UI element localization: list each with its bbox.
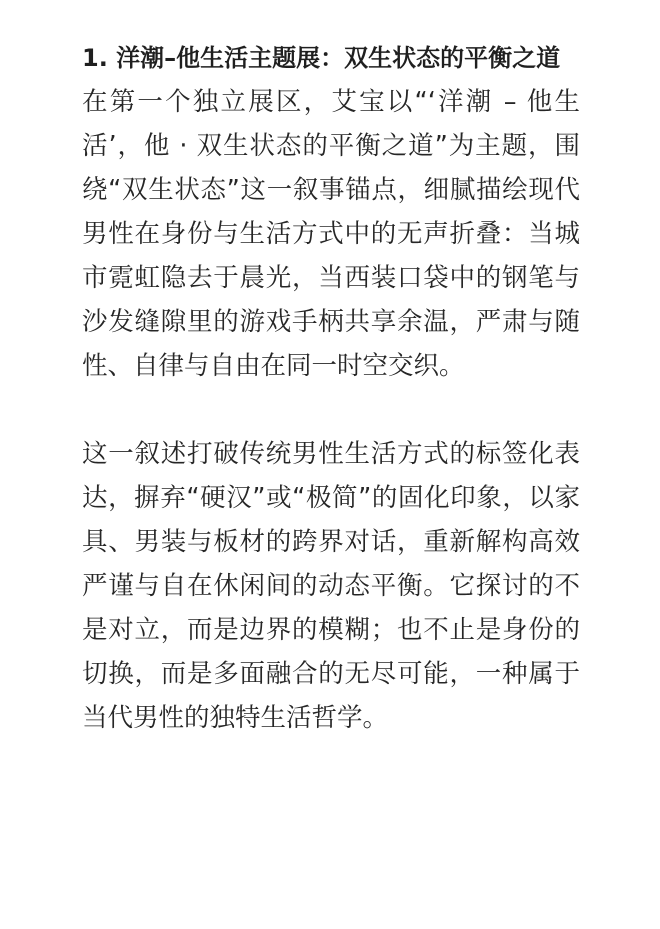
section-heading: 1. 洋潮–他生活主题展：双生状态的平衡之道	[82, 44, 561, 72]
paragraph-1: 在第一个独立展区，艾宝以“‘洋潮 – 他生活’，他 · 双生状态的平衡之道”为主题，围绕“双生状态”这一叙事锚点，细腻描绘现代男性在身份与生活方式中的无声折叠：当城市霓虹隐去于晨光，当西装口袋中的钢笔与沙发缝隙里的游戏手柄共享余温，严肃与随性、自律与自由在同一时空交织。	[82, 87, 580, 381]
paragraph-2: 这一叙述打破传统男性生活方式的标签化表达，摒弃“硬汉”或“极简”的固化印象，以家具、男装与板材的跨界对话，重新解构高效严谨与自在休闲间的动态平衡。它探讨的不是对立，而是边界的模糊；也不止是身份的切换，而是多面融合的无尽可能，一种属于当代男性的独特生活哲学。	[82, 439, 580, 733]
